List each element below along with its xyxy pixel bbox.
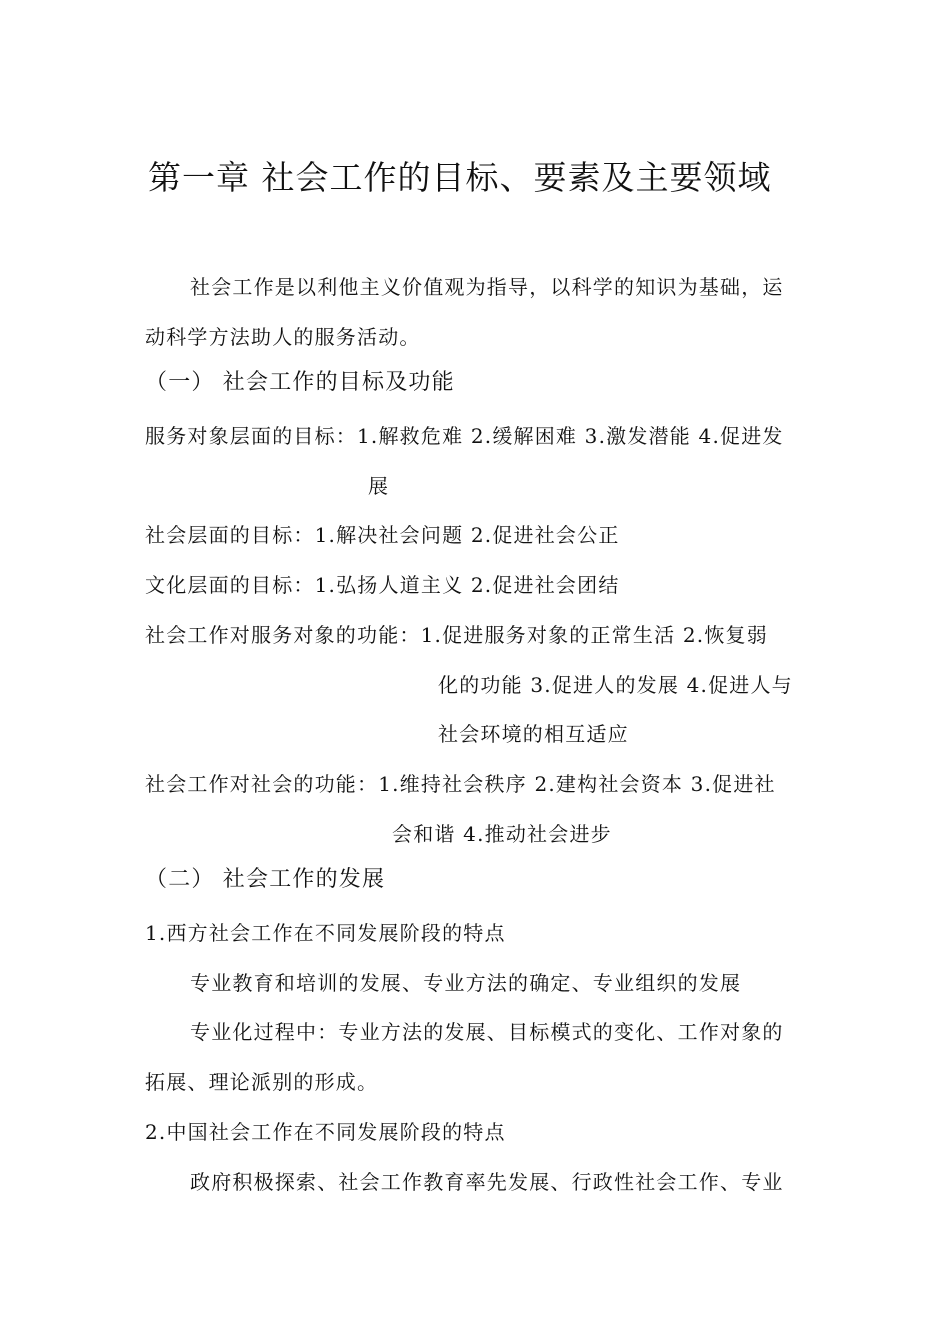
paragraph-line: 社会工作对服务对象的功能：1.促进服务对象的正常生活 2.恢复弱 <box>145 623 768 647</box>
section-heading: （一） 社会工作的目标及功能 <box>145 370 455 395</box>
paragraph-line: 社会工作对社会的功能：1.维持社会秩序 2.建构社会资本 3.促进社 <box>145 772 776 796</box>
chapter-title: 第一章 社会工作的目标、要素及主要领域 <box>148 158 772 197</box>
paragraph-line: 社会层面的目标：1.解决社会问题 2.促进社会公正 <box>145 523 620 547</box>
paragraph-line: 专业教育和培训的发展、专业方法的确定、专业组织的发展 <box>190 971 742 995</box>
paragraph-line: 社会环境的相互适应 <box>438 722 629 746</box>
paragraph-line: 社会工作是以利他主义价值观为指导，以科学的知识为基础，运 <box>190 275 784 299</box>
paragraph-line: 政府积极探索、社会工作教育率先发展、行政性社会工作、专业 <box>190 1170 784 1194</box>
paragraph-line: 展 <box>368 474 390 498</box>
section-heading: （二） 社会工作的发展 <box>145 867 386 892</box>
paragraph-line: 化的功能 3.促进人的发展 4.促进人与 <box>438 673 793 697</box>
paragraph-line: 1.西方社会工作在不同发展阶段的特点 <box>145 921 506 945</box>
paragraph-line: 会和谐 4.推动社会进步 <box>392 822 612 846</box>
paragraph-line: 专业化过程中：专业方法的发展、目标模式的变化、工作对象的 <box>190 1020 784 1044</box>
paragraph-line: 动科学方法助人的服务活动。 <box>145 325 421 349</box>
paragraph-line: 文化层面的目标：1.弘扬人道主义 2.促进社会团结 <box>145 573 620 597</box>
paragraph-line: 拓展、理论派别的形成。 <box>145 1070 379 1094</box>
paragraph-line: 2.中国社会工作在不同发展阶段的特点 <box>145 1120 506 1144</box>
paragraph-line: 服务对象层面的目标：1.解救危难 2.缓解困难 3.激发潜能 4.促进发 <box>145 424 784 448</box>
